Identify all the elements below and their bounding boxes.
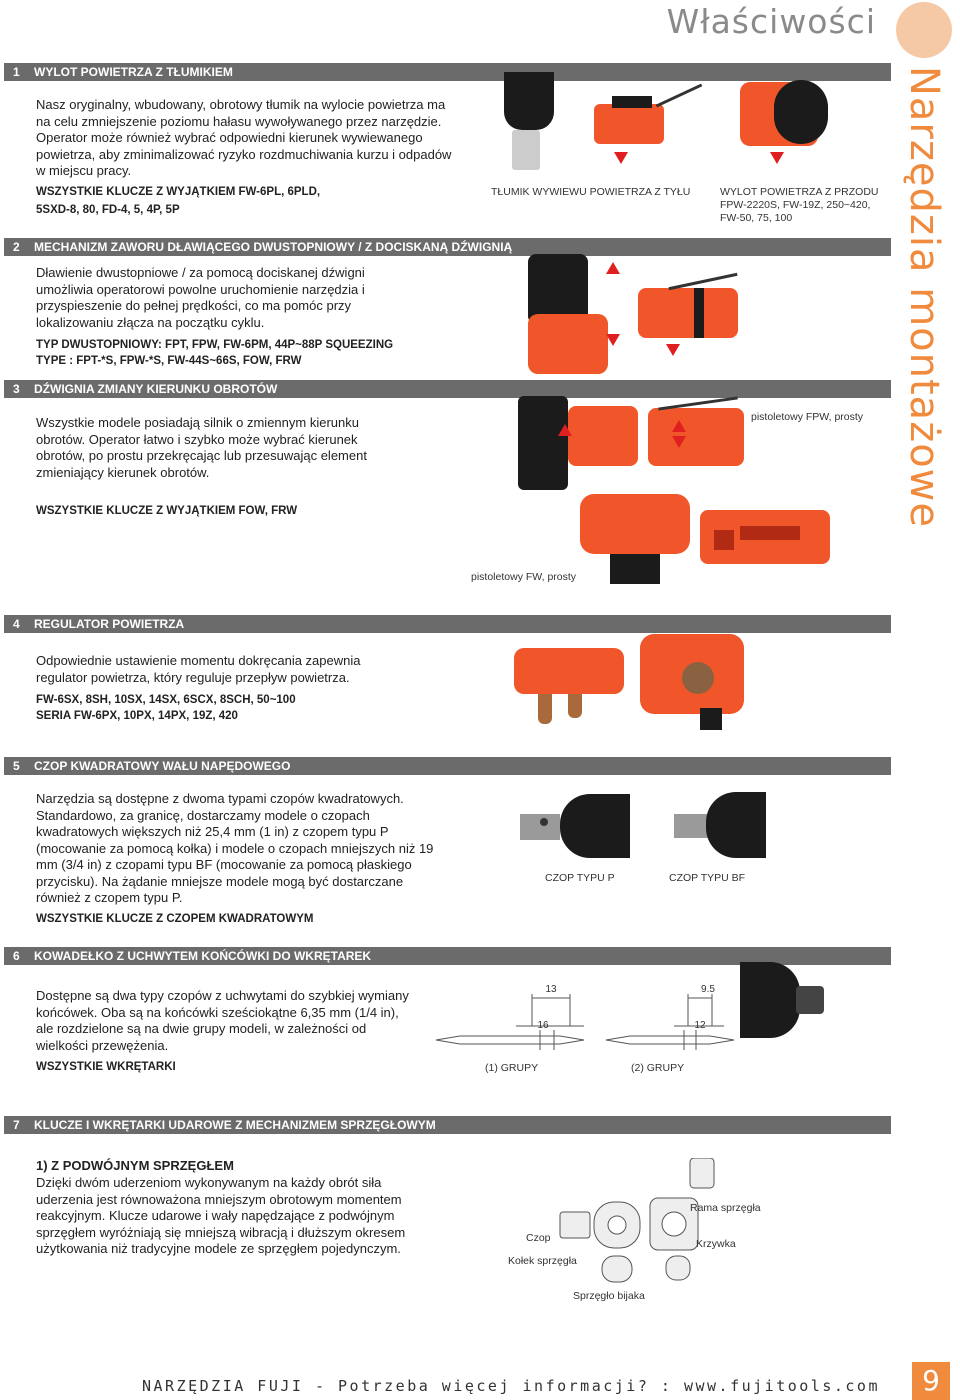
section-4-body: Odpowiednie ustawienie momentu dokręcania zapewnia regulator powietrza, który reguluje przepływ powietrza.: [36, 653, 361, 685]
caption-p-type: CZOP TYPU P: [545, 872, 615, 884]
bit-holder-photo: [740, 962, 824, 1038]
side-title-text: Narzędzia montażowe: [901, 66, 947, 528]
caption-front-exhaust-models-2: FW-50, 75, 100: [720, 212, 793, 224]
caption-bf-type: CZOP TYPU BF: [669, 872, 746, 884]
page-number: 9: [912, 1362, 950, 1400]
muffler-photo: [490, 72, 564, 172]
section-1-models-2: 5SXD-8, 80, FD-4, 5, 4P, 5P: [36, 204, 180, 216]
label-hammer-clutch: Sprzęgło bijaka: [573, 1290, 645, 1302]
label-clutch-pin: Kołek sprzęgła: [508, 1255, 577, 1267]
section-number: 1: [13, 65, 20, 79]
section-6-models: WSZYSTKIE WKRĘTARKI: [36, 1061, 176, 1073]
caption-group-2: (2) GRUPY: [631, 1062, 685, 1074]
air-regulator-photo-2: [640, 634, 744, 730]
label-cam: Krzywka: [696, 1238, 736, 1250]
caption-front-exhaust: WYLOT POWIETRZA Z PRZODU: [720, 186, 879, 198]
section-4-models-2: SERIA FW-6PX, 10PX, 14PX, 19Z, 420: [36, 710, 238, 722]
section-1-models-1: WSZYSTKIE KLUCZE Z WYJĄTKIEM FW-6PL, 6PLD,: [36, 186, 321, 198]
section-title: KOWADEŁKO Z UCHWYTEM KOŃCÓWKI DO WKRĘTAREK: [34, 949, 372, 963]
air-regulator-photo-1: [514, 638, 624, 728]
caption-fpw: pistoletowy FPW, prosty: [751, 411, 864, 423]
bit-diagram: [430, 980, 750, 1060]
section-number: 3: [13, 382, 20, 396]
label-pin: Czop: [526, 1232, 551, 1244]
straight-lever-photo: [638, 262, 744, 366]
section-number: 4: [13, 617, 20, 631]
section-title: REGULATOR POWIETRZA: [34, 617, 185, 631]
decorative-circle: [896, 2, 952, 58]
section-6-body: Dostępne są dwa typy czopów z uchwytami do szybkiej wymiany końcówek. Oba są na końcówki sześciokątne 6,35 mm (1/4 in), ale rozdzielone są na dwie grupy modeli, w zależności od wielkości przewężenia.: [36, 988, 409, 1053]
section-2-models-1: TYP DWUSTOPNIOWY: FPT, FPW, FW-6PM, 44P~88P SQUEEZING: [36, 339, 394, 351]
section-3-models: WSZYSTKIE KLUCZE Z WYJĄTKIEM FOW, FRW: [36, 505, 298, 517]
rear-exhaust-photo: [594, 76, 704, 172]
caption-rear-exhaust: TŁUMIK WYWIEWU POWIETRZA Z TYŁU: [491, 186, 691, 198]
section-3-bar: [4, 380, 891, 398]
dim-12: 12: [694, 1020, 706, 1031]
pistol-reverse-photo: [518, 396, 638, 490]
section-7-body: Dzięki dwóm uderzeniom wykonywanym na każdy obrót siła uderzenia jest równoważona mniejszym obrotowym momentem reakcyjnym. Klucze udarowe i wały napędzające z podwójnym sprzęgłem wyróżniają się mniejszą wibracją i dłuższym okresem użytkowania niż tradycyjne modele ze sprzęgłem pojedynczym.: [36, 1175, 406, 1256]
section-number: 5: [13, 759, 20, 773]
dim-13: 13: [545, 984, 557, 995]
section-number: 6: [13, 949, 20, 963]
section-title: MECHANIZM ZAWORU DŁAWIĄCEGO DWUSTOPNIOWY / Z DOCISKANĄ DŹWIGNIĄ: [34, 240, 513, 254]
dim-9-5: 9.5: [701, 984, 715, 995]
section-number: 7: [13, 1118, 20, 1132]
section-5-body: Narzędzia są dostępne z dwoma typami czopów kwadratowych. Standardowo, za granicę, dostarczamy modele o czopach kwadratowych większych niż 25,4 mm (1 in) z czopem typu P (mocowanie za pomocą kołka) i modele o czopach mniejszych niż 19 mm (3/4 in) z czopami typu BF (mocowanie za pomocą płaskiego przycisku). Na żądanie mniejsze modele mogą być dostarczane również z czopem typu P.: [36, 791, 434, 905]
caption-fw: pistoletowy FW, prosty: [471, 571, 577, 583]
section-7-subtitle: 1) Z PODWÓJNYM SPRZĘGŁEM: [36, 1158, 234, 1173]
pistol-trigger-photo: [508, 254, 628, 382]
section-title: WYLOT POWIETRZA Z TŁUMIKIEM: [34, 65, 233, 79]
caption-group-1: (1) GRUPY: [485, 1062, 539, 1074]
front-exhaust-photo: [734, 72, 828, 172]
section-3-body: Wszystkie modele posiadają silnik o zmiennym kierunku obrotów. Operator łatwo i szybko może wybrać kierunek obrotów, po prostu przekręcając lub przesuwając element zmieniający kierunek obrotów.: [36, 415, 367, 480]
clutch-diagram: [540, 1158, 740, 1298]
straight-reverse-photo: [648, 396, 744, 490]
caption-front-exhaust-models-1: FPW-2220S, FW-19Z, 250~420,: [720, 199, 871, 211]
section-title: CZOP KWADRATOWY WAŁU NAPĘDOWEGO: [34, 759, 291, 773]
section-2-bar: [4, 238, 891, 256]
section-5-bar: [4, 757, 891, 775]
section-7-bar: [4, 1116, 891, 1134]
side-title: [896, 66, 952, 528]
section-2-body: Dławienie dwustopniowe / za pomocą dociskanej dźwigni umożliwia operatorowi powolne uruchomienie narzędzia i przyspieszenie do pełnej prędkości, co ma pomóc przy lokalizowaniu złącza na początku cyklu.: [36, 265, 365, 330]
section-4-bar: [4, 615, 891, 633]
footer-text: NARZĘDZIA FUJI - Potrzeba więcej informacji? : www.fujitools.com: [142, 1377, 880, 1395]
label-clutch-frame: Rama sprzęgła: [690, 1202, 761, 1214]
square-drive-bf-photo: [666, 788, 766, 862]
straight-fw-photo: [700, 510, 830, 586]
page-title: Właściwości: [666, 2, 876, 41]
dim-16: 16: [537, 1020, 549, 1031]
section-number: 2: [13, 240, 20, 254]
section-title: KLUCZE I WKRĘTARKI UDAROWE Z MECHANIZMEM SPRZĘGŁOWYM: [34, 1118, 436, 1132]
section-5-models: WSZYSTKIE KLUCZE Z CZOPEM KWADRATOWYM: [36, 913, 314, 925]
square-drive-p-photo: [510, 788, 630, 862]
section-4-models-1: FW-6SX, 8SH, 10SX, 14SX, 6SCX, 8SCH, 50~100: [36, 694, 296, 706]
section-title: DŹWIGNIA ZMIANY KIERUNKU OBROTÓW: [34, 382, 278, 396]
section-1-body: Nasz oryginalny, wbudowany, obrotowy tłumik na wylocie powietrza ma na celu zmniejszenie poziomu hałasu wywoływanego przez narzędzie. Operator może również wybrać odpowiedni kierunek wywiewanego powietrza, aby zminimalizować ryzyko rozdmuchiwania kurzu i odpadów w miejscu pracy.: [36, 97, 452, 178]
pistol-fw-photo: [580, 494, 690, 584]
section-2-models-2: TYPE : FPT-*S, FPW-*S, FW-44S~66S, FOW, FRW: [36, 355, 302, 367]
